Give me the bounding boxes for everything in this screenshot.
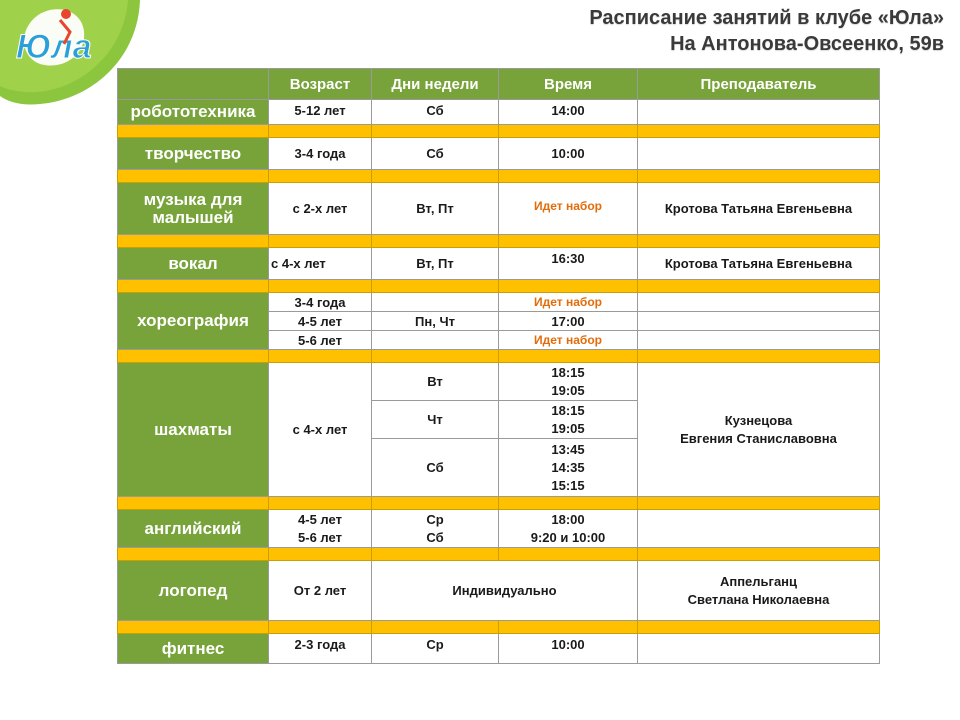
time-cell: 10:00 xyxy=(499,138,638,170)
days-cell: Чт xyxy=(372,401,499,439)
separator-row xyxy=(118,350,880,363)
age-cell: 5-12 лет xyxy=(269,100,372,125)
age-cell: 4-5 лет xyxy=(269,312,372,331)
age-value: 5-6 лет xyxy=(298,529,342,545)
age-cell: 2-3 года xyxy=(269,634,372,664)
time-value: 19:05 xyxy=(551,382,585,398)
subject-cell xyxy=(118,183,269,235)
separator-row xyxy=(118,497,880,510)
table-row xyxy=(118,363,880,401)
table-row xyxy=(118,183,880,235)
separator-row xyxy=(118,125,880,138)
schedule-table xyxy=(117,68,880,664)
time-cell: 17:00 xyxy=(499,312,638,331)
subject-line: малышей xyxy=(152,207,234,227)
teacher-cell xyxy=(638,312,880,331)
separator-row xyxy=(118,621,880,634)
days-cell: Сб xyxy=(372,439,499,497)
time-cell xyxy=(499,401,638,439)
days-cell xyxy=(372,510,499,548)
teacher-cell xyxy=(638,100,880,125)
subject-cell: вокал xyxy=(118,248,269,280)
days-cell: Ср xyxy=(372,634,499,664)
age-cell xyxy=(269,510,372,548)
age-cell: 5-6 лет xyxy=(269,331,372,350)
subject-cell: фитнес xyxy=(118,634,269,664)
teacher-cell xyxy=(638,561,880,621)
header-teacher: Преподаватель xyxy=(638,69,880,100)
time-cell: 16:30 xyxy=(499,248,638,280)
days-time-cell: Индивидуально xyxy=(372,561,638,621)
time-value: 13:45 xyxy=(551,441,585,457)
time-value: 9:20 и 10:00 xyxy=(530,529,606,545)
age-cell: 3-4 года xyxy=(269,138,372,170)
teacher-cell xyxy=(638,363,880,497)
table-row xyxy=(118,248,880,280)
days-cell: Вт xyxy=(372,363,499,401)
days-cell xyxy=(372,293,499,312)
table-row xyxy=(118,138,880,170)
logo-text: Юла xyxy=(16,28,92,66)
time-value: 18:15 xyxy=(551,364,585,380)
days-cell: Пн, Чт xyxy=(372,312,499,331)
days-cell: Сб xyxy=(372,138,499,170)
teacher-cell xyxy=(638,510,880,548)
age-cell: с 4-х лет xyxy=(269,248,372,280)
separator-row xyxy=(118,235,880,248)
teacher-cell xyxy=(638,138,880,170)
enrollment-notice: Идет набор xyxy=(499,183,638,235)
subject-cell: логопед xyxy=(118,561,269,621)
time-value: 15:15 xyxy=(551,477,585,493)
teacher-line: Аппельганц xyxy=(719,573,798,589)
age-cell: с 2-х лет xyxy=(269,183,372,235)
page-title xyxy=(589,6,944,56)
subject-line: музыка для xyxy=(143,189,243,209)
time-cell xyxy=(499,439,638,497)
time-value: 19:05 xyxy=(551,420,585,436)
teacher-cell: Кротова Татьяна Евгеньевна xyxy=(638,183,880,235)
enrollment-notice: Идет набор xyxy=(499,331,638,350)
subject-cell: робототехника xyxy=(118,100,269,125)
time-value: 18:00 xyxy=(551,511,585,527)
header-empty xyxy=(118,69,269,100)
header-age: Возраст xyxy=(269,69,372,100)
days-cell xyxy=(372,331,499,350)
subject-cell: шахматы xyxy=(118,363,269,497)
subject-cell: творчество xyxy=(118,138,269,170)
age-value: 4-5 лет xyxy=(298,511,342,527)
table-row xyxy=(118,634,880,664)
age-cell: От 2 лет xyxy=(269,561,372,621)
table-row xyxy=(118,561,880,621)
enrollment-notice: Идет набор xyxy=(499,293,638,312)
time-cell xyxy=(499,363,638,401)
separator-row xyxy=(118,548,880,561)
teacher-line: Светлана Николаевна xyxy=(687,591,830,607)
table-row xyxy=(118,510,880,548)
time-cell: 10:00 xyxy=(499,634,638,664)
days-cell: Вт, Пт xyxy=(372,248,499,280)
header-days: Дни недели xyxy=(372,69,499,100)
day-value: Ср xyxy=(426,511,444,527)
header-time: Время xyxy=(499,69,638,100)
days-cell: Сб xyxy=(372,100,499,125)
time-cell xyxy=(499,510,638,548)
day-value: Сб xyxy=(426,529,444,545)
age-cell: 3-4 года xyxy=(269,293,372,312)
title-line-2: На Антонова-Овсеенко, 59в xyxy=(670,33,944,55)
table-row xyxy=(118,100,880,125)
teacher-cell xyxy=(638,331,880,350)
days-cell: Вт, Пт xyxy=(372,183,499,235)
time-value: 14:35 xyxy=(551,459,585,475)
teacher-line: Евгения Станиславовна xyxy=(680,430,837,446)
teacher-cell xyxy=(638,634,880,664)
separator-row xyxy=(118,280,880,293)
table-row xyxy=(118,293,880,312)
subject-cell: английский xyxy=(118,510,269,548)
subject-cell: хореография xyxy=(118,293,269,350)
teacher-cell xyxy=(638,293,880,312)
separator-row xyxy=(118,170,880,183)
header-row xyxy=(118,69,880,100)
time-cell: 14:00 xyxy=(499,100,638,125)
teacher-line: Кузнецова xyxy=(724,412,793,428)
age-cell: с 4-х лет xyxy=(269,363,372,497)
time-value: 18:15 xyxy=(551,402,585,418)
teacher-cell: Кротова Татьяна Евгеньевна xyxy=(638,248,880,280)
title-line-1: Расписание занятий в клубе «Юла» xyxy=(589,7,944,29)
